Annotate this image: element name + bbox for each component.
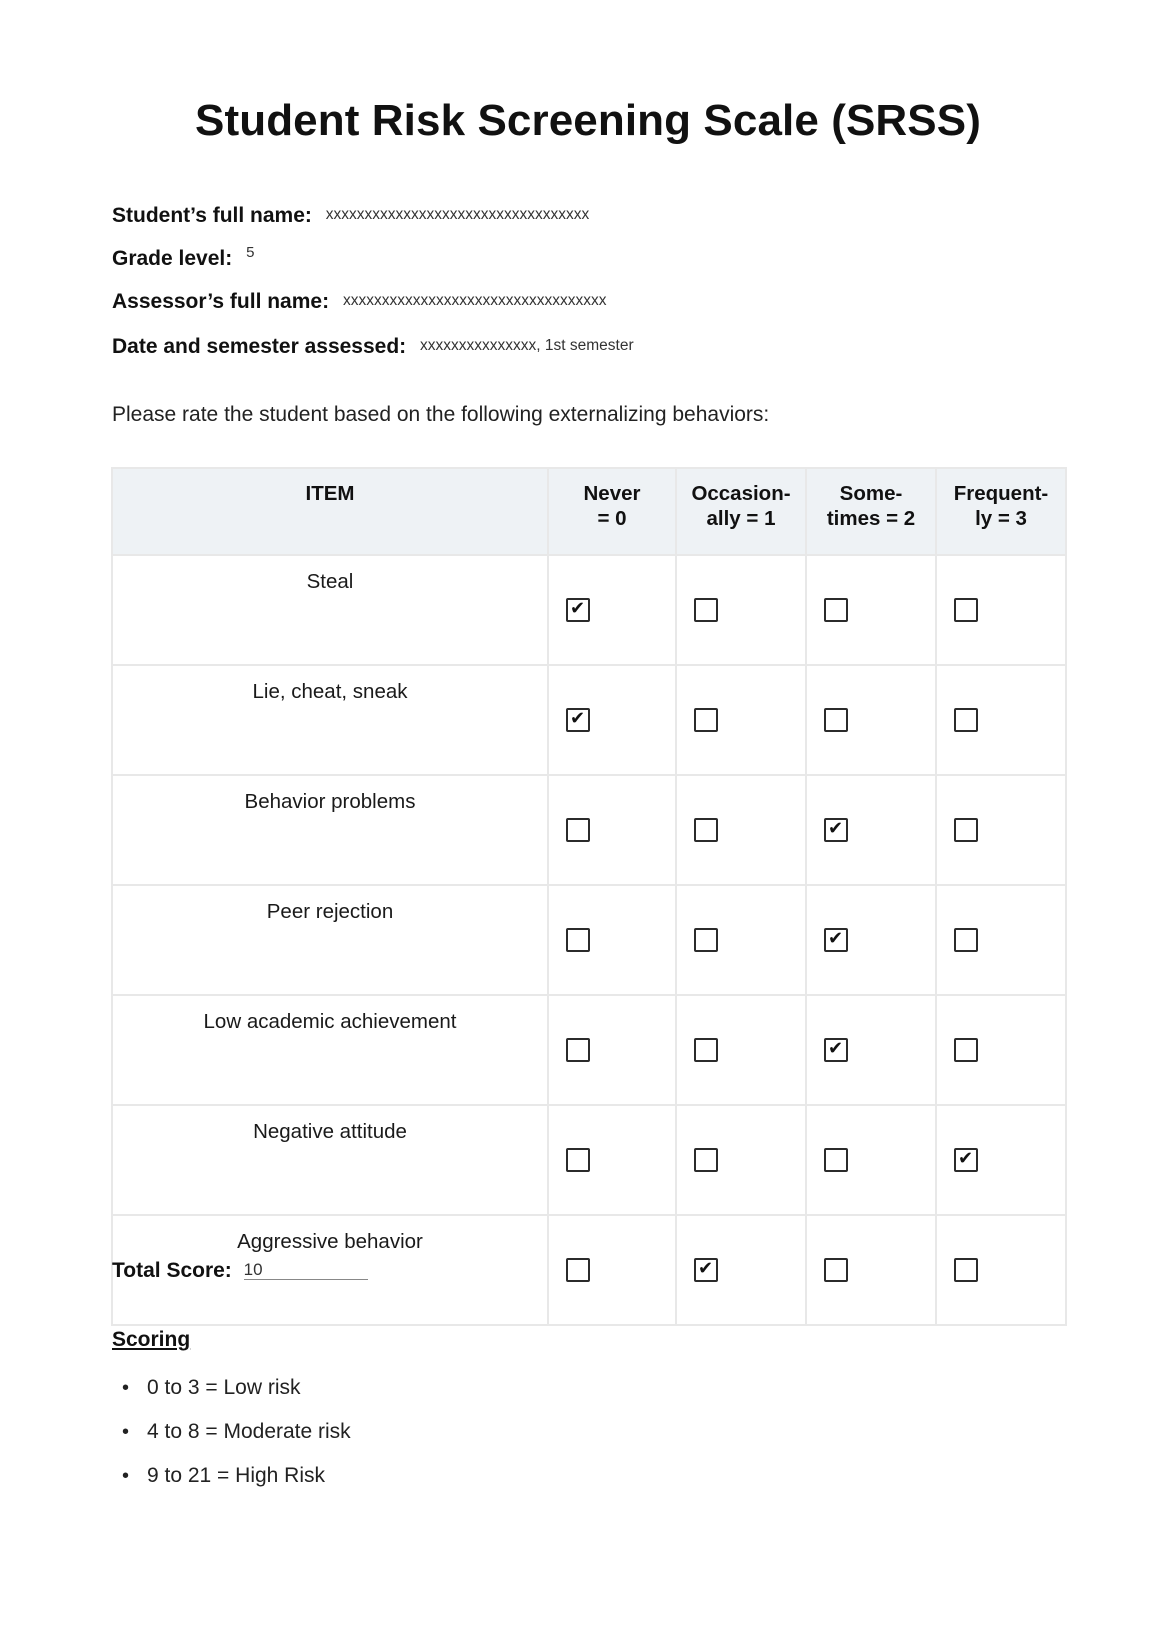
header-never-line1: Never [583, 482, 641, 505]
cell-sometimes [806, 555, 936, 665]
scoring-heading: Scoring [112, 1328, 191, 1351]
cell-sometimes [806, 1215, 936, 1325]
scoring-item-moderate [112, 1410, 351, 1454]
check-mark-icon: ✔ [828, 1037, 844, 1059]
checkbox-never[interactable] [566, 1148, 590, 1172]
cell-sometimes [806, 775, 936, 885]
date-semester-value[interactable]: xxxxxxxxxxxxxxx, 1st semester [420, 337, 634, 354]
cell-frequently [936, 1215, 1066, 1325]
scoring-item-text: 4 to 8 = Moderate risk [147, 1420, 351, 1443]
checkbox-never[interactable] [566, 1038, 590, 1062]
document-title: Student Risk Screening Scale (SRSS) [195, 96, 981, 145]
cell-frequently [936, 1105, 1066, 1215]
checkbox-sometimes[interactable] [824, 1148, 848, 1172]
scoring-item-high [112, 1454, 351, 1498]
checkbox-frequently[interactable] [954, 818, 978, 842]
total-score [112, 1259, 368, 1283]
checkbox-sometimes[interactable] [824, 1258, 848, 1282]
header-never-line2: = 0 [597, 507, 627, 530]
checkbox-occasionally[interactable] [694, 708, 718, 732]
student-name-field [112, 204, 589, 228]
grade-level-value[interactable]: 5 [246, 244, 255, 261]
header-frequently [936, 468, 1066, 555]
cell-occasionally [676, 995, 806, 1105]
bullet-icon: • [122, 1465, 130, 1487]
item-label: Low academic achievement [112, 995, 548, 1105]
scoring-item-text: 9 to 21 = High Risk [147, 1464, 326, 1487]
cell-never [548, 1215, 676, 1325]
cell-sometimes [806, 665, 936, 775]
item-label: Aggressive behavior [112, 1215, 548, 1325]
item-label: Steal [112, 555, 548, 665]
checkbox-occasionally[interactable] [694, 1038, 718, 1062]
cell-sometimes [806, 1105, 936, 1215]
check-mark-icon: ✔ [828, 817, 844, 839]
item-label: Negative attitude [112, 1105, 548, 1215]
checkbox-occasionally[interactable] [694, 818, 718, 842]
cell-frequently [936, 555, 1066, 665]
checkbox-frequently[interactable] [954, 708, 978, 732]
cell-occasionally [676, 665, 806, 775]
cell-frequently [936, 775, 1066, 885]
grade-level-field [112, 244, 255, 271]
cell-never [548, 555, 676, 665]
cell-sometimes [806, 995, 936, 1105]
bullet-icon: • [122, 1377, 130, 1399]
instructions-text: Please rate the student based on the following externalizing behaviors: [112, 403, 770, 426]
header-sometimes [806, 468, 936, 555]
checkbox-frequently[interactable] [954, 598, 978, 622]
assessor-name-label: Assessor’s full name: [112, 290, 330, 313]
srss-rating-table [111, 467, 1067, 1326]
bullet-icon: • [122, 1421, 130, 1443]
cell-never [548, 1105, 676, 1215]
table-header-row [112, 468, 1066, 555]
checkbox-never[interactable] [566, 928, 590, 952]
check-mark-icon: ✔ [570, 707, 586, 729]
header-item-label: ITEM [305, 482, 355, 505]
checkbox-occasionally[interactable] [694, 1148, 718, 1172]
table-row [112, 555, 1066, 665]
cell-never [548, 885, 676, 995]
scoring-item-text: 0 to 3 = Low risk [147, 1376, 301, 1399]
grade-level-label: Grade level: [112, 247, 233, 270]
cell-never [548, 775, 676, 885]
check-mark-icon: ✔ [828, 927, 844, 949]
table-row [112, 665, 1066, 775]
header-sometimes-line2: times = 2 [826, 507, 916, 530]
cell-frequently [936, 995, 1066, 1105]
checkbox-never[interactable] [566, 598, 590, 622]
student-name-label: Student’s full name: [112, 204, 312, 227]
checkbox-never[interactable] [566, 1258, 590, 1282]
total-score-value[interactable]: 10 [244, 1260, 368, 1280]
checkbox-occasionally[interactable] [694, 928, 718, 952]
student-name-value[interactable]: xxxxxxxxxxxxxxxxxxxxxxxxxxxxxxxxxx [325, 206, 590, 223]
checkbox-sometimes[interactable] [824, 598, 848, 622]
checkbox-occasionally[interactable] [694, 1258, 718, 1282]
checkbox-never[interactable] [566, 708, 590, 732]
checkbox-frequently[interactable] [954, 1148, 978, 1172]
cell-occasionally [676, 555, 806, 665]
header-occasionally-line1: Occasion- [691, 482, 791, 505]
item-label: Lie, cheat, sneak [112, 665, 548, 775]
item-label: Peer rejection [112, 885, 548, 995]
table-row [112, 885, 1066, 995]
check-mark-icon: ✔ [958, 1147, 974, 1169]
cell-occasionally [676, 775, 806, 885]
table-row [112, 1105, 1066, 1215]
total-score-label: Total Score: [112, 1259, 232, 1282]
scoring-list [112, 1366, 351, 1498]
header-occasionally-line2: ally = 1 [706, 507, 776, 530]
assessor-name-value[interactable]: xxxxxxxxxxxxxxxxxxxxxxxxxxxxxxxxxx [342, 292, 607, 309]
cell-occasionally [676, 1215, 806, 1325]
cell-sometimes [806, 885, 936, 995]
header-frequently-line2: ly = 3 [975, 507, 1027, 530]
header-never [548, 468, 676, 555]
header-item [112, 468, 548, 555]
cell-never [548, 995, 676, 1105]
checkbox-occasionally[interactable] [694, 598, 718, 622]
table-row [112, 775, 1066, 885]
check-mark-icon: ✔ [570, 597, 586, 619]
item-label: Behavior problems [112, 775, 548, 885]
date-semester-field [112, 335, 634, 359]
header-occasionally [676, 468, 806, 555]
checkbox-frequently[interactable] [954, 1038, 978, 1062]
table-row [112, 995, 1066, 1105]
checkbox-frequently[interactable] [954, 928, 978, 952]
date-semester-label: Date and semester assessed: [112, 335, 407, 358]
assessor-name-field [112, 290, 606, 314]
cell-frequently [936, 665, 1066, 775]
header-sometimes-line1: Some- [839, 482, 903, 505]
checkbox-never[interactable] [566, 818, 590, 842]
checkbox-sometimes[interactable] [824, 928, 848, 952]
cell-frequently [936, 885, 1066, 995]
scoring-item-low [112, 1366, 351, 1410]
checkbox-frequently[interactable] [954, 1258, 978, 1282]
cell-occasionally [676, 885, 806, 995]
header-frequently-line1: Frequent- [953, 482, 1049, 505]
check-mark-icon: ✔ [698, 1257, 714, 1279]
checkbox-sometimes[interactable] [824, 708, 848, 732]
checkbox-sometimes[interactable] [824, 818, 848, 842]
cell-never [548, 665, 676, 775]
cell-occasionally [676, 1105, 806, 1215]
checkbox-sometimes[interactable] [824, 1038, 848, 1062]
